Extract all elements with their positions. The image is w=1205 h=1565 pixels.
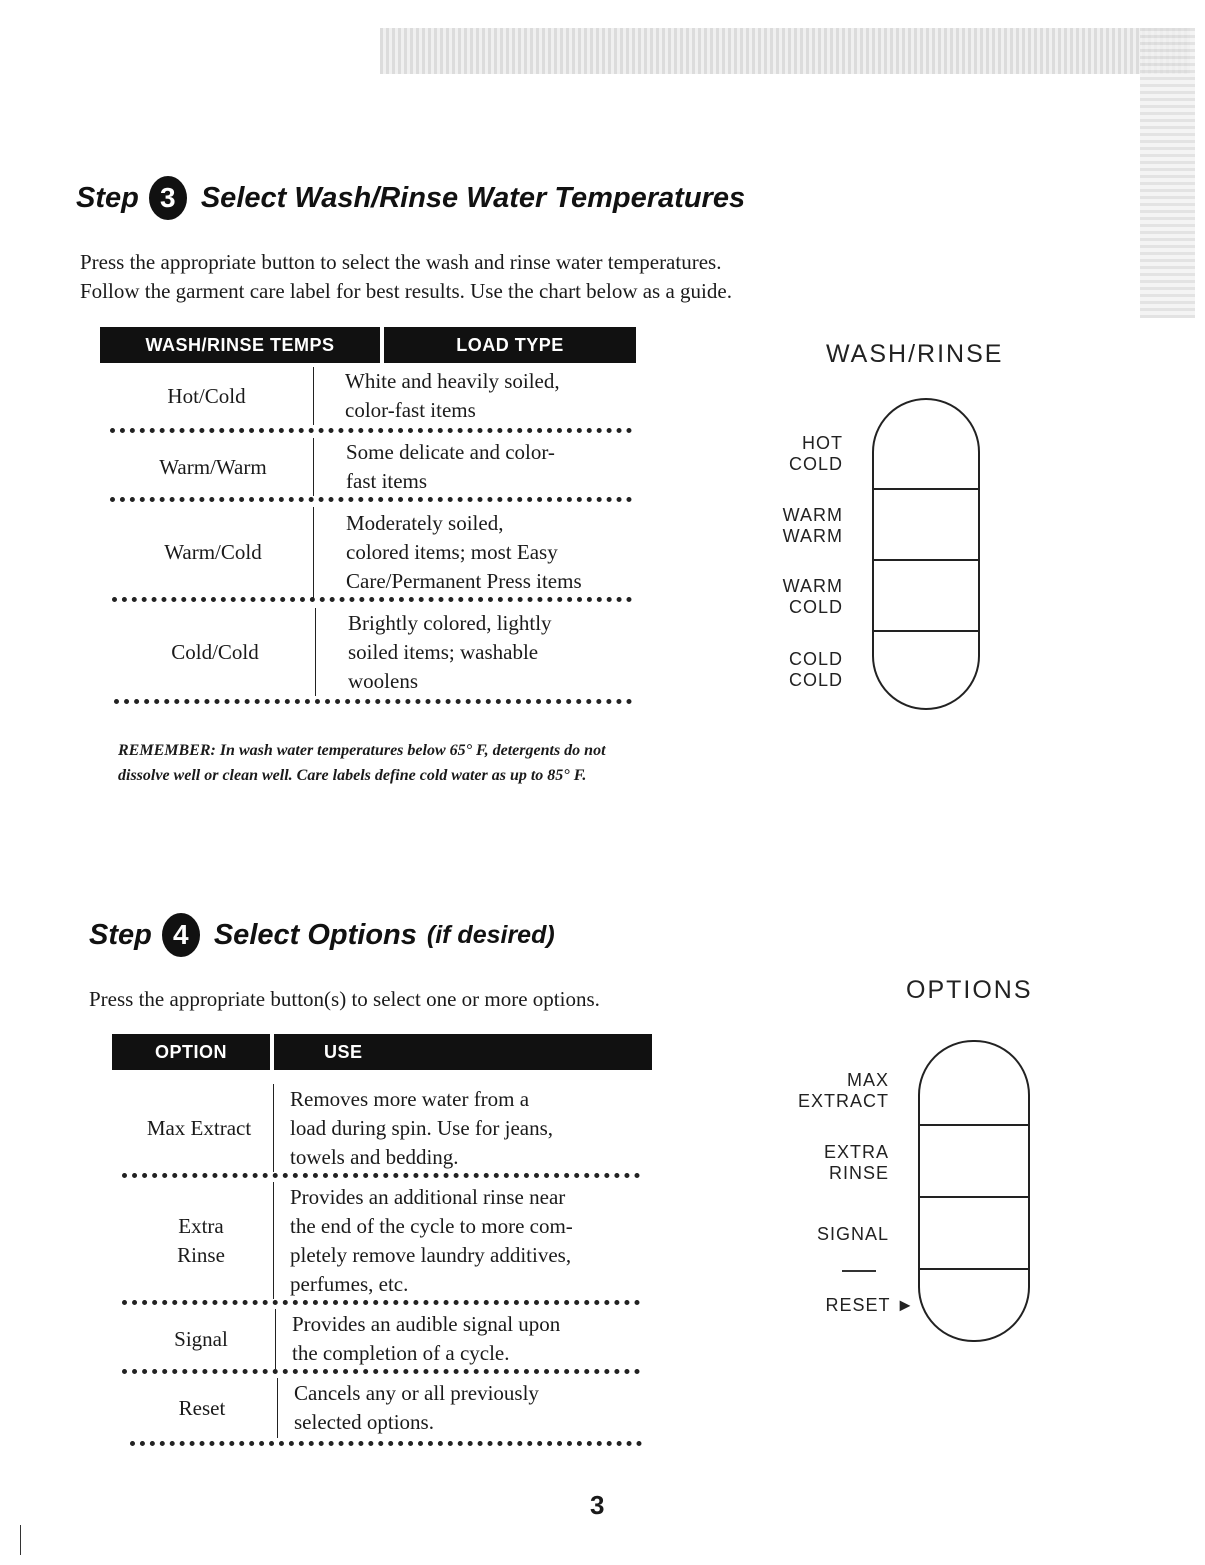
page-number: 3 <box>590 1490 605 1520</box>
temp-cell: Cold/Cold <box>171 639 259 664</box>
step4-subtitle: (if desired) <box>426 920 555 949</box>
table-row <box>112 1309 652 1369</box>
step3-intro-line2: Follow the garment care label for best results. Use the chart below as a guide. <box>80 279 732 303</box>
hot-cold-label: HOT COLD <box>788 433 843 474</box>
table-row <box>100 438 636 496</box>
reset-label: RESET ► <box>825 1295 915 1315</box>
table-row <box>112 1182 652 1299</box>
signal-divider-mark <box>842 1270 876 1272</box>
step4-title: Select Options <box>213 918 417 951</box>
table-row <box>100 608 636 696</box>
row-divider <box>112 597 632 602</box>
temp-cell: Warm/Warm <box>159 454 267 479</box>
table-row <box>100 367 636 425</box>
max-extract-label: MAX EXTRACT <box>797 1070 889 1111</box>
load-cell: White and heavily soiled, color-fast items <box>345 369 560 422</box>
cold-cold-label: COLD COLD <box>788 649 843 690</box>
use-cell: Cancels any or all previously selected options. <box>294 1381 539 1434</box>
use-cell: Provides an audible signal upon the completion of a cycle. <box>292 1312 561 1365</box>
extra-rinse-button[interactable] <box>920 1126 1028 1197</box>
reset-button[interactable] <box>920 1270 1028 1342</box>
row-divider <box>122 1300 640 1305</box>
hot-cold-button[interactable] <box>874 400 978 490</box>
scan-artifact-right <box>1140 28 1195 318</box>
option-cell: Reset <box>178 1395 226 1420</box>
step3-heading <box>76 176 745 220</box>
row-divider <box>114 699 632 704</box>
wash-rinse-button-strip <box>872 398 980 710</box>
step3-number-badge: 3 <box>149 176 187 220</box>
step4-intro: Press the appropriate button(s) to select one or more options. <box>89 987 600 1011</box>
step3-word: Step <box>76 181 139 214</box>
margin-mark <box>20 1525 21 1555</box>
cold-cold-button[interactable] <box>874 632 978 710</box>
option-cell: Max Extract <box>146 1115 252 1140</box>
load-cell: Brightly colored, lightly soiled items; washable woolens <box>348 610 552 693</box>
warm-cold-button[interactable] <box>874 561 978 631</box>
load-cell: Some delicate and color- fast items <box>346 440 555 493</box>
options-header-use: USE <box>274 1034 652 1070</box>
options-table <box>112 1034 652 1448</box>
signal-label: SIGNAL <box>816 1224 889 1244</box>
table-row <box>100 507 636 598</box>
temps-table <box>100 327 636 707</box>
row-divider <box>122 1173 640 1178</box>
step3-title: Select Wash/Rinse Water Temperatures <box>200 181 746 214</box>
use-cell: Provides an additional rinse near the end of the cycle to more com- pletely remove laundry additives, perfumes, etc. <box>290 1184 573 1296</box>
temp-cell: Warm/Cold <box>164 540 262 564</box>
step4-word: Step <box>89 918 152 951</box>
step4-heading <box>89 913 555 957</box>
scan-artifact-top <box>380 28 1190 74</box>
temp-cell: Hot/Cold <box>167 383 246 408</box>
max-extract-button[interactable] <box>920 1042 1028 1126</box>
row-divider <box>122 1369 640 1374</box>
warm-cold-label: WARM COLD <box>782 576 843 617</box>
row-divider <box>110 428 632 433</box>
step4-number-badge: 4 <box>162 913 200 957</box>
load-cell: Moderately soiled, colored items; most Easy Care/Permanent Press items <box>346 511 582 593</box>
use-cell: Removes more water from a load during spin. Use for jeans, towels and bedding. <box>290 1086 554 1169</box>
step3-intro <box>80 248 732 306</box>
extra-rinse-label: EXTRA RINSE <box>823 1142 889 1183</box>
remember-note: REMEMBER: In wash water temperatures below 65° F, detergents do not dissolve well or clean well. Care labels define cold water as up to 85° F. <box>118 742 606 784</box>
temps-header-temp: WASH/RINSE TEMPS <box>100 327 380 363</box>
table-row <box>112 1084 652 1172</box>
row-divider <box>130 1441 642 1446</box>
options-header-option: OPTION <box>112 1034 270 1070</box>
options-button-strip <box>918 1040 1030 1342</box>
warm-warm-button[interactable] <box>874 490 978 560</box>
warm-warm-label: WARM WARM <box>782 505 843 546</box>
table-row <box>112 1378 652 1438</box>
option-cell: Extra Rinse <box>177 1213 225 1267</box>
wash-rinse-panel-title: WASH/RINSE <box>826 340 1004 368</box>
temps-header-load: LOAD TYPE <box>384 327 636 363</box>
step3-intro-line1: Press the appropriate button to select the wash and rinse water temperatures. <box>80 250 722 274</box>
signal-button[interactable] <box>920 1198 1028 1269</box>
options-panel-title: OPTIONS <box>906 976 1033 1004</box>
option-cell: Signal <box>174 1326 228 1351</box>
row-divider <box>110 497 632 502</box>
